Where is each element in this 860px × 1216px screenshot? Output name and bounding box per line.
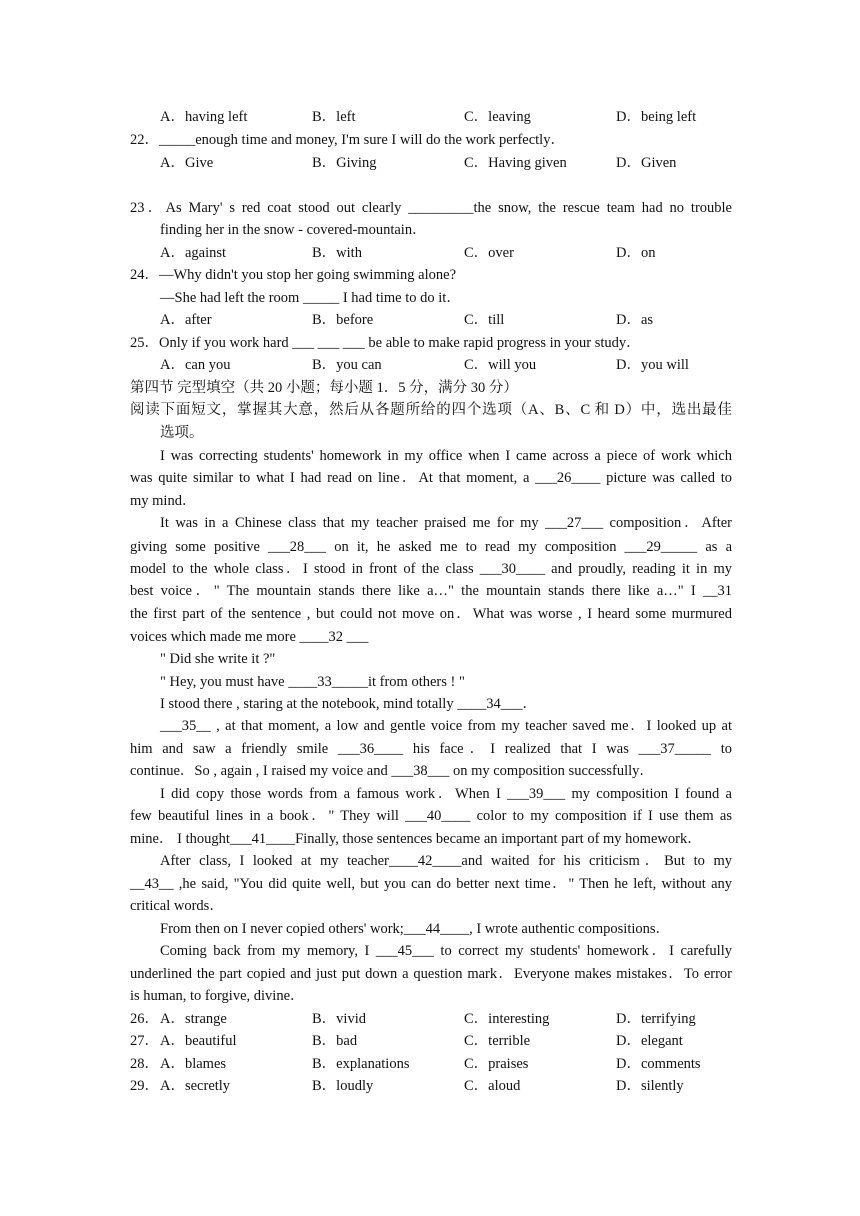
passage-line-11: " Hey, you must have ____33_____it from others ! " <box>160 674 465 690</box>
q25-option-c: C．will you <box>464 357 537 373</box>
passage-line-07: best voice．" The mountain stands there like a…" the mountain stands there like a…" I __31 <box>130 583 732 599</box>
answer-26-option-c: C．interesting <box>464 1011 550 1027</box>
q25-option-d: D．you will <box>616 357 689 373</box>
q23-option-b: B．with <box>312 245 362 261</box>
answer-29-option-b: B．loudly <box>312 1078 374 1094</box>
answer-27-option-c: C．terrible <box>464 1033 531 1049</box>
q24-option-c: C．till <box>464 312 505 328</box>
q23-option-c: C．over <box>464 245 514 261</box>
q24-option-a: A．after <box>160 312 212 328</box>
q23-option-a: A．against <box>160 245 227 261</box>
answer-27-option-a: A．beautiful <box>160 1033 237 1049</box>
answer-28-option-b: B．explanations <box>312 1056 410 1072</box>
passage-line-19: After class, I looked at my teacher____42____and waited for his criticism．But to my <box>160 853 732 869</box>
passage-line-16: I did copy those words from a famous work．When I ___39___ my composition I found a <box>160 786 732 802</box>
passage-line-15: continue．So , again , I raised my voice and ___38___ on my composition successfully． <box>130 763 654 779</box>
q25-stem: 25．Only if you work hard ___ ___ ___ be able to make rapid progress in your study． <box>130 335 641 351</box>
q25-option-b: B．you can <box>312 357 382 373</box>
answer-29-option-a: A．secretly <box>160 1078 231 1094</box>
q24-option-b: B．before <box>312 312 374 328</box>
q21-option-b: B．left <box>312 109 356 125</box>
q23-stem-line2: finding her in the snow - covered-mountain． <box>160 222 427 238</box>
q25-option-a: A．can you <box>160 357 231 373</box>
passage-line-01: I was correcting students' homework in my office when I came across a piece of work which <box>160 448 732 464</box>
passage-line-09: voices which made me more ____32 ___ <box>130 629 369 645</box>
q23-stem-line1: 23．As Mary' s red coat stood out clearly _________the snow, the rescue team had no trouble <box>130 200 732 216</box>
answer-28-option-a: A．blames <box>160 1056 227 1072</box>
answer-27-option-b: B．bad <box>312 1033 358 1049</box>
q21-option-a: A．having left <box>160 109 248 125</box>
q21-option-d: D．being left <box>616 109 697 125</box>
passage-line-17: few beautiful lines in a book．" They will ___40____ color to my composition if I use them as <box>130 808 732 824</box>
q24-stem-line1: 24．—Why didn't you stop her going swimming alone? <box>130 267 457 283</box>
q21-option-c: C．leaving <box>464 109 531 125</box>
passage-line-25: is human, to forgive, divine． <box>130 988 305 1004</box>
answer-26-number: 26． <box>130 1011 159 1027</box>
passage-line-13: ___35__ , at that moment, a low and gentle voice from my teacher saved me．I looked up at <box>160 718 732 734</box>
answer-26-option-b: B．vivid <box>312 1011 366 1027</box>
answer-26-option-a: A．strange <box>160 1011 227 1027</box>
answer-26-option-d: D．terrifying <box>616 1011 696 1027</box>
passage-line-14: him and saw a friendly smile ___36____ his face．I realized that I was ___37_____ to <box>130 741 732 757</box>
passage-line-05: giving some positive ___28___ on it, he asked me to read my composition ___29_____ as a <box>130 539 732 555</box>
q24-option-d: D．as <box>616 312 654 328</box>
answer-28-number: 28． <box>130 1056 159 1072</box>
section-instruction-line1: 阅读下面短文，掌握其大意，然后从各题所给的四个选项（A、B、C 和 D）中，选出最佳 <box>130 402 732 418</box>
q22-option-a: A．Give <box>160 155 214 171</box>
passage-line-12: I stood there , staring at the notebook, mind totally ____34___． <box>160 696 537 712</box>
passage-line-20: __43__ ,he said, "You did quite well, but you can do better next time．" Then he left, without any <box>130 876 732 892</box>
answer-28-option-d: D．comments <box>616 1056 701 1072</box>
q24-stem-line2: —She had left the room _____ I had time to do it． <box>160 290 461 306</box>
q22-option-c: C．Having given <box>464 155 567 171</box>
q23-option-d: D．on <box>616 245 656 261</box>
q22-option-b: B．Giving <box>312 155 377 171</box>
passage-line-24: underlined the part copied and just put down a question mark．Everyone makes mistakes．To error <box>130 966 732 982</box>
answer-29-option-d: D．silently <box>616 1078 684 1094</box>
answer-29-option-c: C．aloud <box>464 1078 521 1094</box>
passage-line-18: mine． I thought___41____Finally, those sentences became an important part of my homework． <box>130 831 702 847</box>
q22-stem: 22．_____enough time and money, I'm sure I will do the work perfectly． <box>130 132 565 148</box>
passage-line-06: model to the whole class．I stood in front of the class ___30____ and proudly, reading it in my <box>130 561 732 577</box>
passage-line-22: From then on I never copied others' work;___44____, I wrote authentic compositions． <box>160 921 671 937</box>
passage-line-03: my mind． <box>130 493 197 509</box>
passage-line-04: It was in a Chinese class that my teacher praised me for my ___27___ composition．After <box>160 515 732 531</box>
answer-27-option-d: D．elegant <box>616 1033 683 1049</box>
answer-27-number: 27． <box>130 1033 159 1049</box>
q22-option-d: D．Given <box>616 155 677 171</box>
passage-line-23: Coming back from my memory, I ___45___ to correct my students' homework．I carefully <box>160 943 732 959</box>
passage-line-08: the first part of the sentence , but could not move on．What was worse , I heard some murmured <box>130 606 732 622</box>
section-instruction-line2: 选项。 <box>160 425 204 441</box>
answer-29-number: 29． <box>130 1078 159 1094</box>
passage-line-21: critical words． <box>130 898 224 914</box>
answer-28-option-c: C．praises <box>464 1056 529 1072</box>
passage-line-02: was quite similar to what I had read on line．At that moment, a ___26____ picture was called to <box>130 470 732 486</box>
section-heading: 第四节 完型填空（共 20 小题；每小题 1．5 分，满分 30 分） <box>130 380 518 396</box>
passage-line-10: " Did she write it ?" <box>160 651 276 667</box>
